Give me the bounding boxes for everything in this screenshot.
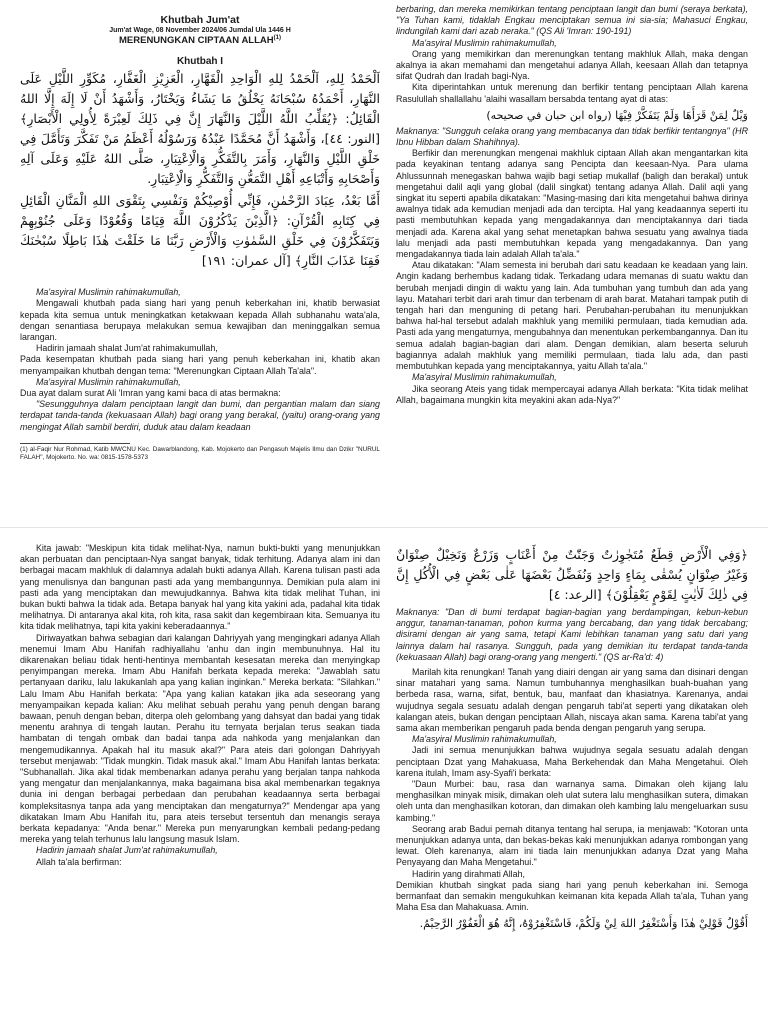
address-c3: Ma'asyiral Muslimin rahimakumullah,: [412, 734, 557, 745]
paragraph-1: Mengawali khutbah pada siang hari yang penuh keberkahan ini, khatib berwasiat kepada kita semua untuk meningkatkan ketakwaan kepada Allah subhanahu wata'ala, dengan senantiasa berupaya melakukan semua kewajiban dan meninggalkan semua larangan.: [20, 298, 380, 342]
document-theme: [20, 35, 380, 46]
address-r2: Ma'asyiral Muslimin rahimakumullah,: [412, 37, 557, 48]
address-3: Ma'asyiral Muslimin rahimakumullah,: [36, 376, 181, 387]
arabic-wasiat: أَمَّا بَعْدُ، عِبَادَ الرَّحْمٰنِ، فَإِنِّي أُوْصِيْكُمْ وَنَفْسِي بِتَقْوَى اللهِ الْمَنَّانِ الْقَائِلِ فِي كِتَابِهِ الْقُرْآنِ: ﴿الَّذِيْنَ يَذْكُرُوْنَ اللَّهَ قِيَامًا وَقُعُوْدًا وَعَلَى جُنُوْبِهِمْ وَيَتَفَكَّرُوْنَ فِي خَلْقِ السَّمٰوٰتِ وَالْأَرْضِ رَبَّنَا مَا خَلَقْتَ هٰذَا بَاطِلًا سُبْحٰنَكَ فَقِنَا عَذَابَ النَّارِ﴾ [آل عمران: ١٩١]: [20, 193, 380, 269]
paragraph-c6: Seorang arab Badui pernah ditanya tentang hal serupa, ia menjawab: "Kotoran unta menunjukkan adanya unta, dan bekas-bekas kaki menunjukkan adanya rombongan yang lewat. Oleh karenanya, alam ini tiada lain menunjukkan adanya Dzat yang Maha Penyayang dan Maha Mengetahui.": [396, 823, 748, 868]
paragraph-c5: "Daun Murbei: bau, rasa dan warnanya sama. Dimakan oleh kijang lalu menghasilkan minyak misik, dimakan oleh ulat sutera lalu menghasilkan sutera, dimakan oleh unta dan menghasilkan kotoran, dan dimakan oleh kambing lalu mengeluarkan susu kambing.": [396, 779, 748, 823]
paragraph-r4: Kita diperintahkan untuk merenung dan berfikir tentang penciptaan Allah karena Rasulullah shallallahu 'alaihi wasallam bersabda tentang ayat di atas:: [396, 82, 748, 104]
bottom-left-column: [20, 543, 380, 1023]
top-right-column: [396, 4, 748, 524]
paragraph-4: Dua ayat dalam surat Ali 'Imran yang kami baca di atas bermakna:: [20, 387, 281, 398]
footnote-mark: (1): [273, 35, 281, 41]
address-c7: Hadirin yang dirahmati Allah,: [412, 868, 525, 879]
top-left-column: [20, 12, 380, 524]
bottom-right-column: [396, 543, 748, 1023]
theme-text: MERENUNGKAN CIPTAAN ALLAH: [119, 35, 274, 47]
arabic-hadith: وَيْلٌ لِمَنْ قَرَأَهَا وَلَمْ يَتَفَكَّرْ فِيْهَا (رواه ابن حبان في صحيحه): [486, 108, 748, 122]
address-1: Ma'asyiral Muslimin rahimakumullah,: [36, 287, 181, 298]
document-title: Khutbah Jum'at: [160, 14, 240, 26]
paragraph-c2: Marilah kita renungkan! Tanah yang diairi dengan air yang sama dan disinari dengan sinar matahari yang sama. Namun tumbuhannya menghasilkan buah-buahan yang berbeda rasa, warna, sifat, bentuk, bau, manfaat dan khasiatnya. Karenanya, andai wujudnya segala sesuatu adalah dengan pengaruh tabi'at seperti yang dikatakan oleh kalangan ateis, bukan dengan penciptaan Allah, niscaya akan sama. Karena tabi'at yang sama akan memberikan pengaruh pada benda dengan pengaruh yang serupa.: [396, 667, 748, 734]
footnote: (1) al-Faqir Nur Rohmad, Katib MWCNU Kec. Dawarblandong, Kab. Mojokerto dan Pengasuh Majelis Ilmu dan Dzikr "NURUL FALAH", Mojokerto. No. wa: 0815-1578-5373: [20, 445, 380, 462]
paragraph-r1: berbaring, dan mereka memikirkan tentang penciptaan langit dan bumi (seraya berkata), "Ya Tuhan kami, tidaklah Engkau menciptakan semua ini sia-sia; Mahasuci Engkau, lindungilah kami dari azab neraka." (QS Ali 'Imran: 190-191): [396, 4, 748, 37]
paragraph-r3: Orang yang memikirkan dan merenungkan tentang makhluk Allah, maka dengan akalnya ia akan memahami dan mengetahui adanya Allah, keesaan Allah dan tetapnya sifat Qudrah dan Iradah bagi-Nya.: [396, 48, 748, 82]
address-r8: Ma'asyiral Muslimin rahimakumullah,: [412, 372, 557, 383]
paragraph-c8: Demikian khutbah singkat pada siang hari yang penuh keberkahan ini. Semoga bermanfaat dan semakin mengukuhkan keimanan kita kepada Allah ta'ala, Tuhan yang Maha Esa dan Mahakuasa. Amin.: [396, 879, 748, 913]
paragraph-b4: Allah ta'ala berfirman:: [36, 856, 122, 867]
address-2: Hadirin jamaah shalat Jum'at rahimakumullah,: [36, 343, 218, 354]
paragraph-5: "Sesungguhnya dalam penciptaan langit dan bumi, dan pergantian malam dan siang terdapat tanda-tanda (kekuasaan Allah) bagi orang yang berakal, (yaitu) orang-orang yang mengingat Allah sambil berdiri, duduk atau dalam keadaan: [20, 399, 380, 432]
paragraph-r7: Atau dikatakan: "Alam semesta ini berubah dari satu keadaan ke keadaan yang lain. Angin kadang berhembus kadang tidak. Terkadang udara memanas di suatu waktu dan berubah menjadi dingin di waktu yang lain. Ada tumbuhan yang tumbuh dan ada yang layu. Matahari terbit dari arah timur dan terbenam di arah barat. Matahari tampak putih di tengah hari dan menguning di petang hari. Perubahan-perubahan itu menunjukkan bahwa hal-hal tersebut adalah makhluk yang memiliki permulaan, tiada kemudian ada. Pasti ada yang mengaturnya, mengubahnya dan menentukan perkembangannya. Dan itu semua adalah bagian-bagian dari alam. Dengan demikian, alam beserta seluruh bagiannya adalah makhluk yang memiliki permulaan, tiada lalu ada, dan pasti membutuhkan kepada yang menciptakannya, yaitu Allah ta'ala.": [396, 260, 748, 372]
paragraph-3: Pada kesempatan khutbah pada siang hari yang penuh keberkahan ini, khatib akan menyampaikan khutbah dengan tema: "Merenungkan Ciptaan Allah Ta'ala".: [20, 354, 380, 376]
arabic-opening: اَلْحَمْدُ لِلهِ، اَلْحَمْدُ لِلهِ الْوَاحِدِ الْقَهَّارِ، الْعَزِيْزِ الْغَفَّارِ، مُكَوِّرِ اللَّيْلِ عَلَى النَّهَارِ، أَحْمَدُهُ سُبْحَانَهُ يَخْلُقُ مَا يَشَاءُ وَيَخْتَارُ، وَأَشْهَدُ أَنْ لَا إِلَهَ إِلَّا اللهُ الْقَائِلُ: ﴿يُقَلِّبُ اللَّهُ اللَّيْلَ وَالنَّهَارَ إِنَّ فِي ذَلِكَ لَعِبْرَةً لِأُولِي الْأَبْصَارِ﴾ [النور: ٤٤]، وَأَشْهَدُ أَنَّ مُحَمَّدًا عَبْدُهُ وَرَسُوْلُهُ أَعْظَمُ مَنْ تَفَكَّرَ وَتَأَمَّلَ فِي خَلْقِ اللَّيْلِ وَالنَّهَارِ، وَأَمَرَ بِالتَّفَكُّرِ وَالْاِعْتِبَارِ، صَلَّى اللهُ عَلَيْهِ وَعَلَى آلِهِ وَأَصْحَابِهِ وَأَتْبَاعِهِ أَهْلِ التَّمَعُّنِ وَالتَّفَكُّرِ وَالْاِعْتِبَارِ.: [20, 71, 380, 187]
paragraph-b1: Kita jawab: "Meskipun kita tidak melihat-Nya, namun bukti-bukti yang menunjukkan akan perbuatan dan penciptaan-Nya sangat banyak, tidak terhitung. Adanya alam ini dan berbagai macam makhluk di dalamnya adalah bukti adanya Allah. Karena tulisan pasti ada yang menulisnya dan bangunan pasti ada yang membangunnya. Demikian pula alam ini pasti ada yang menciptakan dan mewujudkannya. Bahwa kita tidak melihat Tuhan, ini bukan bukti bahwa Ia tidak ada. Betapa banyak hal yang kita yakini ada, padahal kita tidak melihatnya. Di antaranya akal kita, roh kita, rasa sakit dan kegembiraan kita. Semuanya itu kita tidak melihatnya, tapi kita yakini keberadaannya.": [20, 543, 380, 632]
paragraph-r6: Berfikir dan merenungkan mengenai makhluk ciptaan Allah akan mengantarkan kita pada keyakinan tentang adanya sang Pencipta dan keesaan-Nya. Para ulama Ahlussunnah menegaskan bahwa wajib bagi setiap mukallaf (baligh dan berakal) untuk mengetahui dalil aqli yang global (dalil singkat) tentang adanya Allah. Dalil aqli yang singkat itu seperti apabila dikatakan: "Masing-masing dari kita mengetahui bahwa dirinya awalnya tidak ada kemudian menjadi ada dan tercipta. Hal yang keadaannya seperti itu pasti membutuhkan kepada yang mengadakannya dan menciptakannya dari tiada menjadi ada. Karena akal yang sehat menetapkan bahwa sesuatu yang awalnya tiada lalu menjadi ada pasti membutuhkan kepada yang mengadakannya. Dan yang mengadakannya tiada lain adalah Allah ta'ala.": [396, 148, 748, 260]
address-b3: Hadirin jamaah shalat Jum'at rahimakumullah,: [36, 845, 218, 856]
page-bottom: [0, 535, 768, 1024]
document-date: Jum'at Wage, 08 November 2024/06 Jumdal Ula 1446 H: [109, 27, 291, 34]
footnote-separator: [20, 443, 130, 444]
khutbah-label: Khutbah I: [176, 56, 224, 68]
arabic-closing: أَقُوْلُ قَوْلِيْ هٰذَا وَأَسْتَغْفِرُ اللهَ لِيْ وَلَكُمْ، فَاسْتَغْفِرُوْهُ، إِنَّهُ هُوَ الْغَفُوْرُ الرَّحِيْمُ.: [419, 917, 748, 931]
paragraph-c4: Jadi ini semua menunjukkan bahwa wujudnya segala sesuatu adalah dengan penciptaan Dzat yang Mahakuasa, Maha Berkehendak dan Maha Mengetahui. Oleh karena itulah, Imam asy-Syafi'i berkata:: [396, 745, 748, 778]
paragraph-r5: Maknanya: "Sungguh celaka orang yang membacanya dan tidak berfikir tentangnya" (HR Ibnu Hibban dalam Shahihnya).: [396, 125, 748, 148]
paragraph-c1: Maknanya: "Dan di bumi terdapat bagian-bagian yang berdampingan, kebun-kebun anggur, tanaman-tanaman, pohon kurma yang bercabang, dan yang tidak bercabang; disirami dengan air yang sama, tetapi Kami lebihkan tanaman yang satu dari yang lainnya dalam hal rasanya. Sungguh, pada yang demikian itu terdapat tanda-tanda (kekuasaan Allah) bagi orang-orang yang mengerti." (QS ar-Ra'd: 4): [396, 607, 748, 662]
paragraph-b2: Diriwayatkan bahwa sebagian dari kalangan Dahriyyah yang mengingkari adanya Allah menemui Imam Abu Hanifah radhiyallahu 'anhu dan ingin membunuhnya. Hal itu dikarenakan beliau tidak henti-hentinya membantah kesesatan mereka dan menyingkap penyimpangan mereka. Imam Abu Hanifah berkata kepada mereka: "Jawablah satu pertanyaan dariku, lalu lakukanlah apa yang kalian inginkan." Mereka berkata: "Silahkan." Lalu Imam Abu Hanifah berkata: "Apa yang kalian katakan jika ada seseorang yang menyampaikan kepada kalian: Aku melihat sebuah perahu yang penuh dengan barang bawaan, penuh dengan beban, diterpa oleh gelombang yang dahsyat dan badai yang tidak menentu arahnya di tengah lautan. Perahu itu ternyata berjalan terus seakan tiada hambatan di tengah ombak dan badai tanpa ada nahkoda yang menjalankan dan mengemudikannya. Apakah hal itu masuk akal?" Para ateis dari golongan Dahriyyah tersebut menjawab: "Tidak mungkin. Tidak masuk akal." Imam Abu Hanifah lantas berkata: "Subhanallah. Jika akal tidak membenarkan adanya perahu yang berjalan tanpa nahkoda yang mengatur dan menjalankannya, maka bagaimana bisa akal membenarkan tegaknya dunia ini dengan berbagai perbedaan dan perubahan keadaannya serta berbagai kompleksitasnya tanpa ada yang menciptakan dan mengaturnya?" Mendengar apa yang dikatakan Imam Abu Hanifah itu, para ateis tersebut tersentuh dan menangis seraya berkata kepadanya: "Anda benar." Mereka pun menyarungkan kembali pedang-pedang mereka yang telah terhunus lalu langsung masuk Islam.: [20, 632, 380, 845]
paragraph-r9: Jika seorang Ateis yang tidak mempercayai adanya Allah berkata: "Kita tidak melihat Allah, bagaimana mungkin kita meyakini akan ada-Nya?": [396, 383, 748, 405]
page-separator: [0, 527, 768, 528]
arabic-verse: ﴿وَفِي الْأَرْضِ قِطَعٌ مُتَجٰوِرٰتٌ وَجَنّٰتٌ مِنْ أَعْنَابٍ وَزَرْعٌ وَنَخِيْلٌ صِنْوَانٌ وَغَيْرُ صِنْوَانٍ يُسْقٰى بِمَاءٍ وَاحِدٍ وَنُفَضِّلُ بَعْضَهَا عَلٰى بَعْضٍ فِي الْأُكُلِ إِنَّ فِي ذٰلِكَ لَاٰيٰتٍ لِقَوْمٍ يَعْقِلُوْنَ﴾ [الرعد: ٤]: [396, 547, 748, 602]
